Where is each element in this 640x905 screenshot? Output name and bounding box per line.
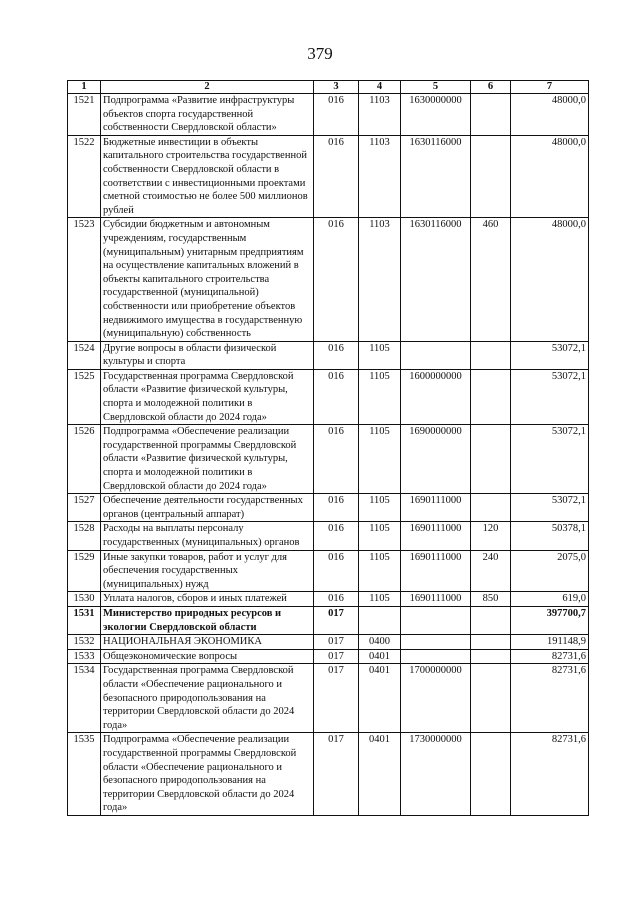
section-code: 0401 — [359, 649, 401, 664]
amount: 48000,0 — [511, 94, 589, 136]
row-name: Обеспечение деятельности государственных органов (центральный аппарат) — [101, 494, 314, 522]
row-number: 1535 — [68, 733, 101, 816]
ministry-code: 016 — [314, 341, 359, 369]
target-article-code: 1600000000 — [401, 369, 471, 424]
table-body — [68, 94, 589, 816]
section-code: 1105 — [359, 592, 401, 607]
row-name: Иные закупки товаров, работ и услуг для обеспечения государственных (муниципальных) нужд — [101, 550, 314, 592]
ministry-code: 017 — [314, 664, 359, 733]
expense-type-code — [471, 664, 511, 733]
amount: 53072,1 — [511, 425, 589, 494]
table-row — [68, 425, 589, 494]
header-row — [68, 81, 589, 94]
amount: 53072,1 — [511, 494, 589, 522]
ministry-code: 016 — [314, 135, 359, 218]
ministry-code: 016 — [314, 494, 359, 522]
ministry-code: 016 — [314, 592, 359, 607]
header-cell: 3 — [314, 81, 359, 94]
ministry-code: 016 — [314, 550, 359, 592]
row-name: Подпрограмма «Обеспечение реализации государственной программы Свердловской области «Развитие физической культуры, спорта и молодежной политики в Свердловской области до 2024 года» — [101, 425, 314, 494]
row-number: 1528 — [68, 522, 101, 550]
row-number: 1532 — [68, 635, 101, 650]
expense-type-code: 460 — [471, 218, 511, 341]
amount: 619,0 — [511, 592, 589, 607]
header-cell: 5 — [401, 81, 471, 94]
table-row — [68, 733, 589, 816]
ministry-code: 016 — [314, 425, 359, 494]
table-row — [68, 592, 589, 607]
expense-type-code — [471, 606, 511, 634]
row-name: Министерство природных ресурсов и экологии Свердловской области — [101, 606, 314, 634]
amount: 82731,6 — [511, 733, 589, 816]
section-code: 1105 — [359, 522, 401, 550]
table-row — [68, 664, 589, 733]
row-name: Государственная программа Свердловской области «Обеспечение рационального и безопасного природопользования на территории Свердловской области до 2024 года» — [101, 664, 314, 733]
table-row — [68, 550, 589, 592]
expense-type-code — [471, 341, 511, 369]
row-name: Расходы на выплаты персоналу государственных (муниципальных) органов — [101, 522, 314, 550]
amount: 397700,7 — [511, 606, 589, 634]
table-row — [68, 522, 589, 550]
section-code: 1105 — [359, 341, 401, 369]
header-cell: 2 — [101, 81, 314, 94]
ministry-code: 016 — [314, 94, 359, 136]
section-code: 0400 — [359, 635, 401, 650]
ministry-code: 016 — [314, 369, 359, 424]
row-number: 1525 — [68, 369, 101, 424]
row-number: 1530 — [68, 592, 101, 607]
row-name: Государственная программа Свердловской области «Развитие физической культуры, спорта и молодежной политики в Свердловской области до 2024 года» — [101, 369, 314, 424]
target-article-code — [401, 606, 471, 634]
expense-type-code — [471, 135, 511, 218]
target-article-code: 1690111000 — [401, 550, 471, 592]
amount: 82731,6 — [511, 664, 589, 733]
expense-type-code — [471, 649, 511, 664]
amount: 53072,1 — [511, 341, 589, 369]
expense-type-code — [471, 635, 511, 650]
target-article-code — [401, 649, 471, 664]
header-cell: 6 — [471, 81, 511, 94]
target-article-code: 1690111000 — [401, 494, 471, 522]
table-row — [68, 218, 589, 341]
row-number: 1526 — [68, 425, 101, 494]
row-name: Общеэкономические вопросы — [101, 649, 314, 664]
row-name: Подпрограмма «Развитие инфраструктуры объектов спорта государственной собственности Свердловской области» — [101, 94, 314, 136]
budget-table — [67, 80, 589, 816]
section-code — [359, 606, 401, 634]
header-cell: 7 — [511, 81, 589, 94]
row-number: 1531 — [68, 606, 101, 634]
section-code: 1105 — [359, 550, 401, 592]
header-cell: 4 — [359, 81, 401, 94]
section-code: 1105 — [359, 425, 401, 494]
target-article-code: 1630116000 — [401, 135, 471, 218]
target-article-code: 1630000000 — [401, 94, 471, 136]
row-name: Подпрограмма «Обеспечение реализации государственной программы Свердловской области «Обеспечение рационального и безопасного природопользования на территории Свердловской области до 2024 года» — [101, 733, 314, 816]
row-name: Другие вопросы в области физической культуры и спорта — [101, 341, 314, 369]
section-code: 1103 — [359, 135, 401, 218]
amount: 53072,1 — [511, 369, 589, 424]
amount: 50378,1 — [511, 522, 589, 550]
table-row — [68, 341, 589, 369]
target-article-code: 1690000000 — [401, 425, 471, 494]
section-code: 0401 — [359, 733, 401, 816]
row-number: 1533 — [68, 649, 101, 664]
ministry-code: 017 — [314, 649, 359, 664]
ministry-code: 017 — [314, 733, 359, 816]
table-row — [68, 649, 589, 664]
row-name: Уплата налогов, сборов и иных платежей — [101, 592, 314, 607]
target-article-code: 1630116000 — [401, 218, 471, 341]
row-name: Субсидии бюджетным и автономным учреждениям, государственным (муниципальным) унитарным предприятиям на осуществление капитальных вложений в объекты капитального строительства государственной (муниципальной) собственности или приобретение объектов недвижимого имущества в государственную (муниципальную) собственность — [101, 218, 314, 341]
target-article-code: 1730000000 — [401, 733, 471, 816]
amount: 2075,0 — [511, 550, 589, 592]
ministry-code: 017 — [314, 606, 359, 634]
section-code: 0401 — [359, 664, 401, 733]
ministry-code: 016 — [314, 522, 359, 550]
section-code: 1103 — [359, 94, 401, 136]
expense-type-code — [471, 425, 511, 494]
ministry-code: 016 — [314, 218, 359, 341]
section-code: 1103 — [359, 218, 401, 341]
amount: 82731,6 — [511, 649, 589, 664]
target-article-code — [401, 341, 471, 369]
row-number: 1527 — [68, 494, 101, 522]
table-row — [68, 135, 589, 218]
amount: 48000,0 — [511, 135, 589, 218]
row-name: НАЦИОНАЛЬНАЯ ЭКОНОМИКА — [101, 635, 314, 650]
expense-type-code — [471, 94, 511, 136]
ministry-code: 017 — [314, 635, 359, 650]
table-row — [68, 494, 589, 522]
row-number: 1529 — [68, 550, 101, 592]
row-number: 1534 — [68, 664, 101, 733]
table-row — [68, 606, 589, 634]
target-article-code: 1700000000 — [401, 664, 471, 733]
expense-type-code: 850 — [471, 592, 511, 607]
expense-type-code — [471, 494, 511, 522]
expense-type-code: 120 — [471, 522, 511, 550]
target-article-code: 1690111000 — [401, 592, 471, 607]
table-row — [68, 94, 589, 136]
table-row — [68, 635, 589, 650]
row-number: 1523 — [68, 218, 101, 341]
row-number: 1522 — [68, 135, 101, 218]
page-number: 379 — [307, 44, 333, 63]
target-article-code: 1690111000 — [401, 522, 471, 550]
expense-type-code — [471, 369, 511, 424]
section-code: 1105 — [359, 369, 401, 424]
target-article-code — [401, 635, 471, 650]
section-code: 1105 — [359, 494, 401, 522]
row-number: 1524 — [68, 341, 101, 369]
header-cell: 1 — [68, 81, 101, 94]
expense-type-code — [471, 733, 511, 816]
amount: 48000,0 — [511, 218, 589, 341]
expense-type-code: 240 — [471, 550, 511, 592]
amount: 191148,9 — [511, 635, 589, 650]
row-number: 1521 — [68, 94, 101, 136]
row-name: Бюджетные инвестиции в объекты капитального строительства государственной собственности Свердловской области в соответствии с инвестиционными проектами сметной стоимостью не более 500 миллионов рублей — [101, 135, 314, 218]
table-row — [68, 369, 589, 424]
